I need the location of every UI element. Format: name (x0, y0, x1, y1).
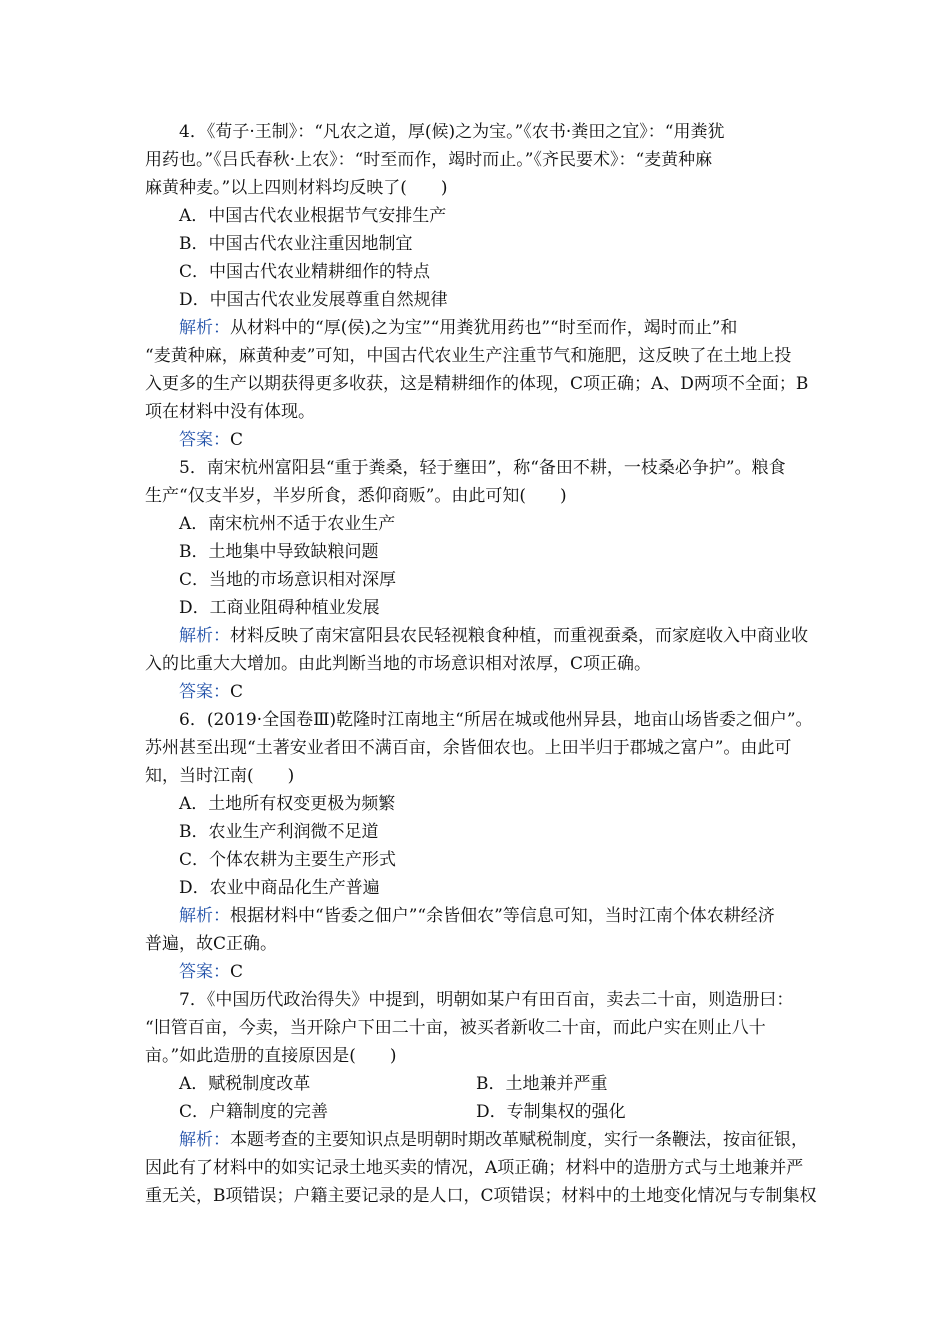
option-a: A．中国古代农业根据节气安排生产 (179, 206, 447, 226)
option-a: A．土地所有权变更极为频繁 (179, 794, 396, 814)
option-b: B．土地集中导致缺粮问题 (179, 542, 379, 562)
question-stem-line: 生产“仅支半岁，半岁所食，悉仰商贩”。由此可知( ) (145, 486, 567, 506)
question-stem-line: 亩。”如此造册的直接原因是( ) (145, 1046, 397, 1066)
analysis-label: 解析： (179, 318, 230, 338)
analysis-label: 解析： (179, 626, 230, 646)
analysis-text: 材料反映了南宋富阳县农民轻视粮食种植，而重视蚕桑，而家庭收入中商业收 (230, 626, 808, 646)
option-b: B．农业生产利润微不足道 (179, 822, 379, 842)
question-stem-line: 苏州甚至出现“土著安业者田不满百亩，余皆佃农也。上田半归于郡城之富户”。由此可 (145, 738, 792, 758)
answer-line (145, 958, 810, 986)
analysis-text: 从材料中的“厚(侯)之为宝”“用粪犹用药也”“时至而作，竭时而止”和 (230, 318, 738, 338)
question-7 (145, 986, 817, 1210)
analysis-line (145, 1126, 810, 1154)
analysis-line (145, 902, 810, 930)
option-b: B．土地兼并严重 (476, 1074, 608, 1094)
analysis-text: 本题考查的主要知识点是明朝时期改革赋税制度，实行一条鞭法，按亩征银， (230, 1130, 808, 1150)
analysis-line: 入更多的生产以期获得更多收获，这是精耕细作的体现，C项正确；A、D两项不全面；B (145, 374, 809, 394)
option-c: C．中国古代农业精耕细作的特点 (179, 262, 431, 282)
answer-label: 答案： (179, 430, 230, 450)
question-stem-line: 用药也。”《吕氏春秋·上农》：“时至而作，竭时而止。”《齐民要术》：“麦黄种麻 (145, 150, 713, 170)
question-stem-line: 7．《中国历代政治得失》中提到，明朝如某户有田百亩，卖去二十亩，则造册曰： (179, 990, 794, 1010)
document-page (145, 118, 817, 1210)
option-row (145, 1070, 810, 1098)
answer-label: 答案： (179, 962, 230, 982)
option-a: A．南宋杭州不适于农业生产 (179, 514, 396, 534)
option-row (145, 1098, 810, 1126)
option-c: C．个体农耕为主要生产形式 (179, 850, 397, 870)
answer-label: 答案： (179, 682, 230, 702)
question-4 (145, 118, 810, 454)
analysis-line: 普遍，故C正确。 (145, 934, 278, 954)
analysis-line: 因此有了材料中的如实记录土地买卖的情况，A项正确；材料中的造册方式与土地兼并严 (145, 1158, 804, 1178)
analysis-line: 项在材料中没有体现。 (145, 402, 315, 422)
analysis-text: 根据材料中“皆委之佃户”“余皆佃农”等信息可知，当时江南个体农耕经济 (230, 906, 775, 926)
question-stem-line: 6．(2019·全国卷Ⅲ)乾隆时江南地主“所居在城或他州异县，地亩山场皆委之佃户”。 (179, 710, 813, 730)
option-a: A．赋税制度改革 (179, 1074, 311, 1094)
analysis-line: “麦黄种麻，麻黄种麦”可知，中国古代农业生产注重节气和施肥，这反映了在土地上投 (145, 346, 792, 366)
analysis-line (145, 622, 810, 650)
option-c: C．当地的市场意识相对深厚 (179, 570, 397, 590)
question-stem-line: 5．南宋杭州富阳县“重于粪桑，轻于壅田”，称“备田不耕，一枝桑必争护”。粮食 (179, 458, 786, 478)
question-6 (145, 706, 813, 986)
question-stem-line: “旧管百亩，今卖，当开除户下田二十亩，被买者新收二十亩，而此户实在则止八十 (145, 1018, 766, 1038)
option-d: D．工商业阻碍种植业发展 (179, 598, 380, 618)
analysis-label: 解析： (179, 1130, 230, 1150)
question-stem-line: 知，当时江南( ) (145, 766, 295, 786)
question-stem-line: 4．《荀子·王制》：“凡农之道，厚(候)之为宝。”《农书·粪田之宜》：“用粪犹 (179, 122, 725, 142)
option-c: C．户籍制度的完善 (179, 1102, 329, 1122)
analysis-line (145, 314, 810, 342)
question-5 (145, 454, 810, 706)
answer-line (145, 678, 810, 706)
answer-line (145, 426, 810, 454)
analysis-line: 重无关，B项错误；户籍主要记录的是人口，C项错误；材料中的土地变化情况与专制集权 (145, 1186, 817, 1206)
analysis-label: 解析： (179, 906, 230, 926)
option-d: D．中国古代农业发展尊重自然规律 (179, 290, 448, 310)
option-b: B．中国古代农业注重因地制宜 (179, 234, 413, 254)
answer-value: C (230, 682, 244, 702)
option-d: D．农业中商品化生产普遍 (179, 878, 380, 898)
answer-value: C (230, 430, 244, 450)
question-stem-line: 麻黄种麦。”以上四则材料均反映了( ) (145, 178, 448, 198)
analysis-line: 入的比重大大增加。由此判断当地的市场意识相对浓厚，C项正确。 (145, 654, 652, 674)
answer-value: C (230, 962, 244, 982)
option-d: D．专制集权的强化 (476, 1102, 626, 1122)
